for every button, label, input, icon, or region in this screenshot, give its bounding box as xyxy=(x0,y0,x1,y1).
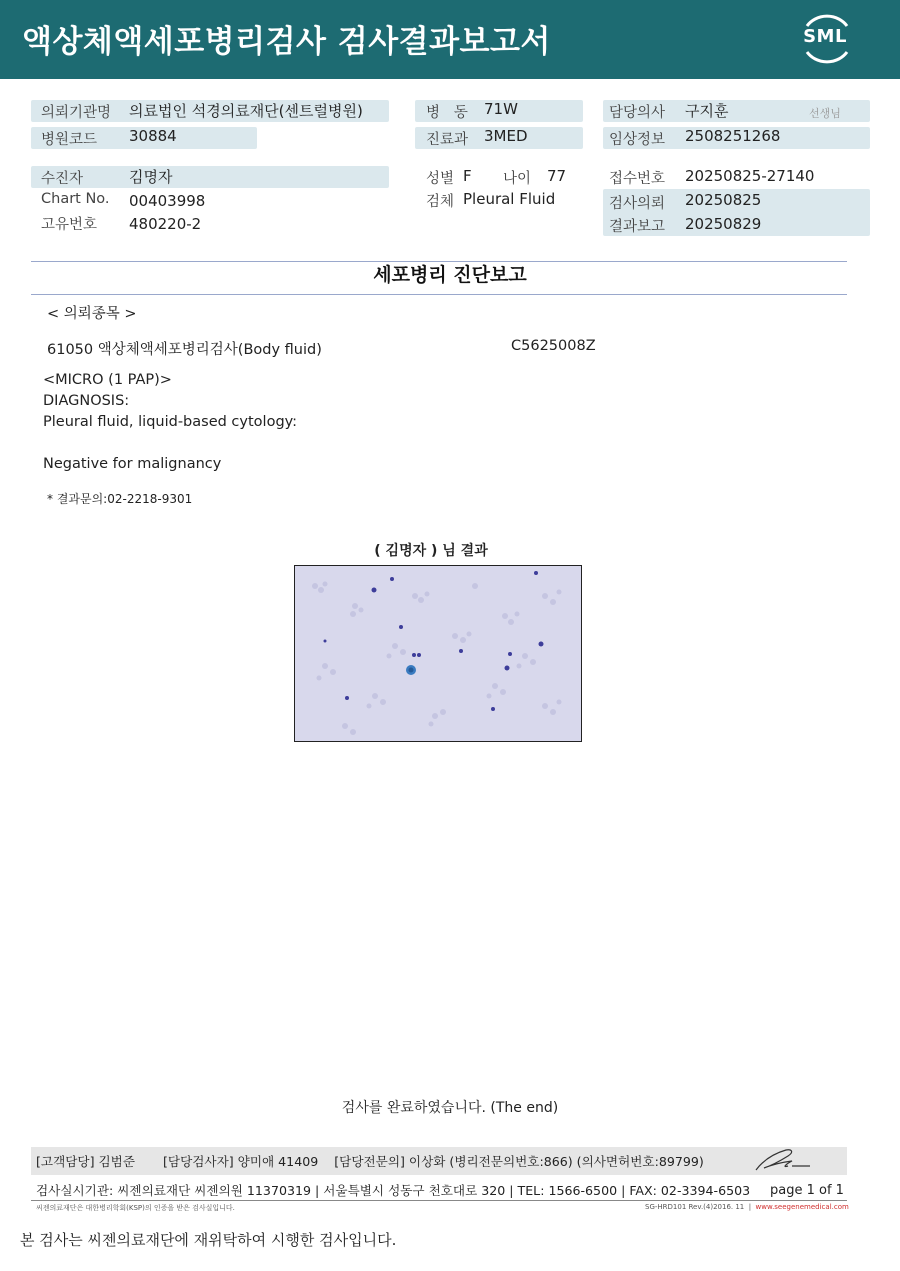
clinical-info-label: 임상정보 xyxy=(609,132,666,148)
bottom-note: 본 검사는 씨젠의료재단에 재위탁하여 시행한 검사입니다. xyxy=(20,1231,397,1249)
cytology-cells-icon xyxy=(295,566,582,742)
inquiry-phone: * 결과문의:02-2218-9301 xyxy=(47,492,193,506)
section-title: 세포병리 진단보고 xyxy=(373,264,527,286)
chart-no-value: 00403998 xyxy=(129,192,206,210)
sex-label: 성별 xyxy=(426,171,455,187)
department-label: 진료과 xyxy=(426,132,469,148)
unique-no-label: 고유번호 xyxy=(41,217,98,233)
institution-value: 의료법인 석경의료재단(센트럴병원) xyxy=(129,102,363,120)
pathologist-signature xyxy=(752,1144,812,1176)
micro-line: <MICRO (1 PAP)> xyxy=(43,372,172,388)
patient-label: 수진자 xyxy=(41,171,84,187)
section-rule-bottom xyxy=(31,294,847,295)
logo-text: SML xyxy=(803,26,847,47)
test-id: C5625008Z xyxy=(511,338,596,354)
hospital-code-label: 병원코드 xyxy=(41,132,98,148)
report-title: 액상체액세포병리검사 검사결과보고서 xyxy=(22,24,551,60)
specimen-value: Pleural Fluid xyxy=(463,190,556,208)
request-items-heading: < 의뢰종목 > xyxy=(47,306,137,322)
info-bar-patient xyxy=(31,166,389,188)
cytology-slide-image xyxy=(294,565,582,742)
receipt-no-value: 20250825-27140 xyxy=(685,167,815,185)
physician-label: 담당의사 xyxy=(609,105,666,121)
report-date-value: 20250829 xyxy=(685,215,762,233)
ward-label: 병 동 xyxy=(426,105,468,121)
form-code-text: SG-HRD101 Rev.(4)2016. 11 | xyxy=(645,1203,756,1211)
chart-no-label: Chart No. xyxy=(41,191,110,207)
certification-note: 씨젠의료재단은 대한병리학회(KSP)의 인증을 받은 검사실입니다. xyxy=(36,1204,235,1212)
footer-rule xyxy=(31,1200,847,1201)
sml-logo xyxy=(797,12,857,66)
physician-suffix: 선생님 xyxy=(809,107,841,120)
signature-icon xyxy=(752,1144,812,1176)
specimen-line: Pleural fluid, liquid-based cytology: xyxy=(43,414,298,430)
request-date-value: 20250825 xyxy=(685,191,762,209)
the-end-text: 검사를 완료하였습니다. (The end) xyxy=(341,1100,559,1116)
specimen-label: 검체 xyxy=(426,194,455,210)
image-caption: ( 김명자 ) 님 결과 xyxy=(374,543,488,559)
age-value: 77 xyxy=(547,167,567,185)
diagnosis-label: DIAGNOSIS: xyxy=(43,393,130,409)
clinical-info-value: 2508251268 xyxy=(685,127,781,145)
institution-label: 의뢰기관명 xyxy=(41,105,112,121)
age-label: 나이 xyxy=(503,171,532,187)
request-date-label: 검사의뢰 xyxy=(609,196,666,212)
receipt-no-label: 접수번호 xyxy=(609,171,666,187)
institution-line: 검사실시기관: 씨젠의료재단 씨젠의원 11370319 | 서울특별시 성동구 천호대로 320 | TEL: 1566-6500 | FAX: 02-3394-6503 xyxy=(36,1183,751,1198)
ward-value: 71W xyxy=(484,100,518,118)
staff-line: [고객담당] 김범준 [담당검사자] 양미애 41409 [담당전문의] 이상화 (병리전문의번호:866) (의사면허번호:89799) xyxy=(36,1154,704,1169)
sex-value: F xyxy=(463,167,472,185)
hospital-code-value: 30884 xyxy=(129,127,177,145)
patient-name: 김명자 xyxy=(129,168,173,186)
physician-value: 구지훈 xyxy=(685,102,729,120)
department-value: 3MED xyxy=(484,127,528,145)
report-header xyxy=(0,0,900,79)
form-code xyxy=(645,1203,849,1211)
test-code-and-name: 61050 액상체액세포병리검사(Body fluid) xyxy=(47,342,322,358)
diagnosis-result: Negative for malignancy xyxy=(43,456,222,472)
report-date-label: 결과보고 xyxy=(609,219,666,235)
page-number: page 1 of 1 xyxy=(770,1183,844,1198)
website-link[interactable]: www.seegenemedical.com xyxy=(755,1203,849,1211)
unique-no-value: 480220-2 xyxy=(129,215,202,233)
